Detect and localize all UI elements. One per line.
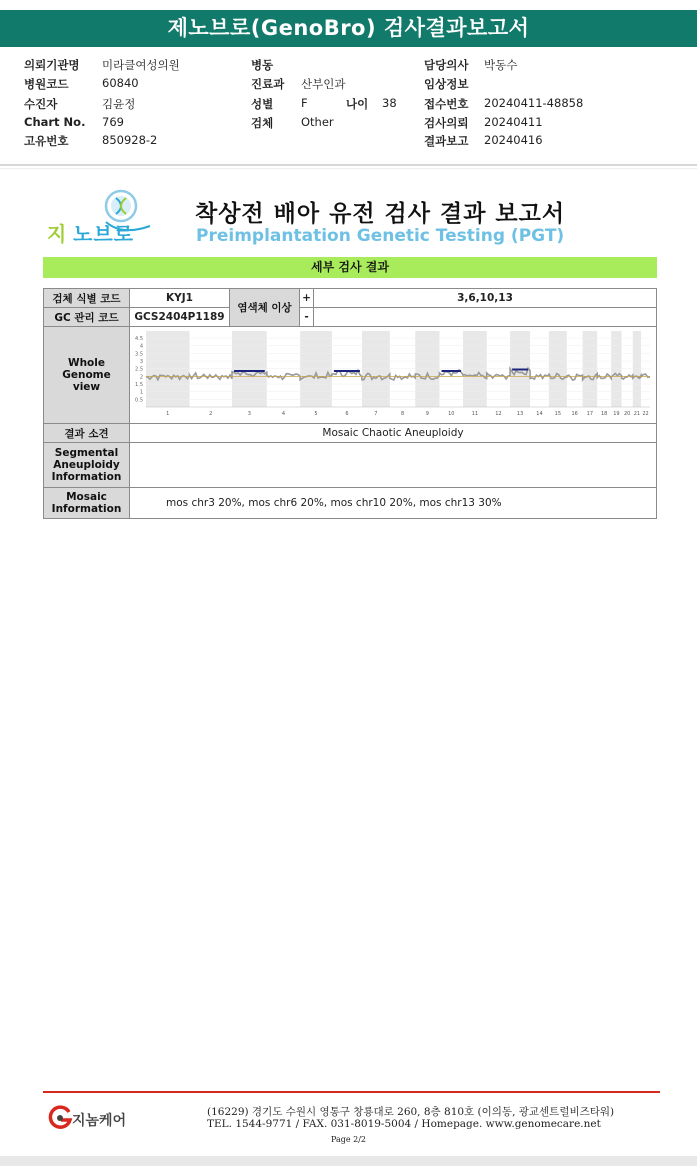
table-row [44,327,657,424]
table-row [44,424,657,443]
info-row-request-date: 검사의뢰 [424,116,469,130]
mosaic-value: mos chr3 20%, mos chr6 20%, mos chr10 20%, mos chr13 30% [130,488,657,519]
y-tick-label: 0.5 [135,397,143,404]
info-row-chart-no: Chart No. [24,115,86,129]
abnormality-label: 염색체 이상 [230,289,300,327]
info-value-hospital-code: 60840 [102,76,139,90]
whole-genome-chart [130,327,656,423]
mosaic-label: Mosaic Information [44,488,130,519]
result-table [43,288,657,519]
y-tick-label: 3.5 [135,351,143,358]
x-tick-label: 10 [448,411,455,417]
y-tick-label: 4 [139,343,143,350]
genomecare-logo-icon [47,1105,73,1131]
x-tick-label: 5 [314,411,318,417]
info-row-department: 진료과 [251,77,285,91]
x-tick-label: 9 [425,411,429,417]
info-row-report-date: 결과보고 [424,134,469,148]
y-tick-label: 1.5 [135,382,143,389]
finding-value: Mosaic Chaotic Aneuploidy [130,424,657,443]
x-tick-label: 1 [166,411,170,417]
finding-label: 결과 소견 [44,424,130,443]
x-tick-label: 14 [536,411,543,417]
report-title-korean: 착상전 배아 유전 검사 결과 보고서 [195,201,566,227]
footer-company-name: 지놈케어 [72,1113,127,1129]
info-row-institution: 의뢰기관명 [24,58,80,72]
page-bottom-strip [0,1156,697,1166]
info-row-unique-no: 고유번호 [24,134,69,148]
chromosome-band [300,331,332,407]
info-row-hospital-code: 병원코드 [24,77,69,91]
info-row-specimen: 검체 [251,116,274,130]
table-row [44,289,657,308]
x-tick-label: 18 [600,411,608,417]
info-value-age: 38 [382,96,397,110]
loss-symbol: - [300,308,314,327]
chromosome-bands [146,331,641,407]
info-value-report-date: 20240416 [484,133,543,147]
x-tick-label: 17 [586,411,594,417]
y-tick-label: 2.5 [135,366,143,373]
info-row-ward: 병동 [251,58,274,72]
segmental-label: Segmental Aneuploidy Information [44,443,130,488]
x-tick-label: 6 [345,411,349,417]
whole-genome-cell [130,327,657,424]
chromosome-band [463,331,487,407]
report-header-title: 제노브로(GenoBro) 검사결과보고서 [0,10,697,47]
info-value-receipt-no: 20240411-48858 [484,96,584,110]
x-tick-label: 15 [554,411,562,417]
info-value-unique-no: 850928-2 [102,133,158,147]
section-divider-light [0,168,697,169]
info-value-department: 산부인과 [301,77,346,91]
chromosome-band [415,331,439,407]
y-tick-label: 1 [139,389,143,396]
chromosome-band [232,331,267,407]
x-tick-label: 22 [642,411,649,417]
table-row [44,488,657,519]
info-row-age: 나이 [346,97,369,111]
chromosome-band [583,331,598,407]
gain-symbol: + [300,289,314,308]
info-value-sex: F [301,96,308,110]
x-tick-label: 16 [571,411,578,417]
chromosome-band [549,331,567,407]
info-row-receipt-no: 접수번호 [424,97,469,111]
segmental-value [130,443,657,488]
gc-code-value: GCS2404P1189 [130,308,230,327]
section-divider [0,164,697,166]
table-row [44,443,657,488]
gain-chromosomes: 3,6,10,13 [314,289,657,308]
logo-text-ji: 지 [47,222,68,246]
footer-divider [43,1091,660,1093]
x-tick-label: 13 [516,411,524,417]
info-row-doctor: 담당의사 [424,58,469,72]
y-axis-ticks [135,336,143,403]
chromosome-band [146,331,190,407]
x-tick-label: 4 [281,411,286,417]
specimen-code-value: KYJ1 [130,289,230,308]
table-row [44,308,657,327]
section-title-bar: 세부 검사 결과 [43,257,657,278]
info-value-request-date: 20240411 [484,115,543,129]
chromosome-band [362,331,390,407]
x-tick-label: 8 [400,411,405,417]
info-value-patient: 김윤정 [102,97,136,111]
footer-contact: TEL. 1544-9771 / FAX. 031-8019-5004 / Homepage. www.genomecare.net [207,1118,601,1130]
info-value-chart-no: 769 [102,115,124,129]
x-tick-label: 19 [613,411,620,417]
y-tick-label: 3 [139,359,143,366]
footer-address: (16229) 경기도 수원시 영통구 창룡대로 260, 8층 810호 (이의동, 광교센트럴비즈타워) [207,1106,615,1118]
x-axis-ticks [166,411,649,417]
info-value-doctor: 박동수 [484,58,518,72]
specimen-code-label: 검체 식별 코드 [44,289,130,308]
chart-grid [146,338,650,407]
x-tick-label: 12 [495,411,502,417]
gc-code-label: GC 관리 코드 [44,308,130,327]
info-row-patient: 수진자 [24,97,58,111]
x-tick-label: 7 [374,411,378,417]
x-tick-label: 20 [623,411,631,417]
info-value-institution: 미라클여성의원 [102,58,180,72]
y-tick-label: 4.5 [135,336,143,343]
chromosome-band [633,331,641,407]
copy-number-signal-line [146,368,650,380]
logo-text-nobro: 노브로 [73,222,134,246]
page-number: Page 2/2 [330,1135,367,1144]
loss-chromosomes [314,308,657,327]
y-tick-label: 2 [139,374,143,381]
x-tick-label: 11 [471,411,479,417]
info-value-specimen: Other [301,115,334,129]
chromosome-band [611,331,621,407]
x-tick-label: 2 [209,411,213,417]
report-title-english: Preimplantation Genetic Testing (PGT) [196,226,565,246]
info-row-clinical-info: 임상정보 [424,77,469,91]
x-tick-label: 3 [247,411,251,417]
info-row-sex: 성별 [251,97,274,111]
whole-genome-label: Whole Genome view [44,327,130,424]
x-tick-label: 21 [633,411,641,417]
